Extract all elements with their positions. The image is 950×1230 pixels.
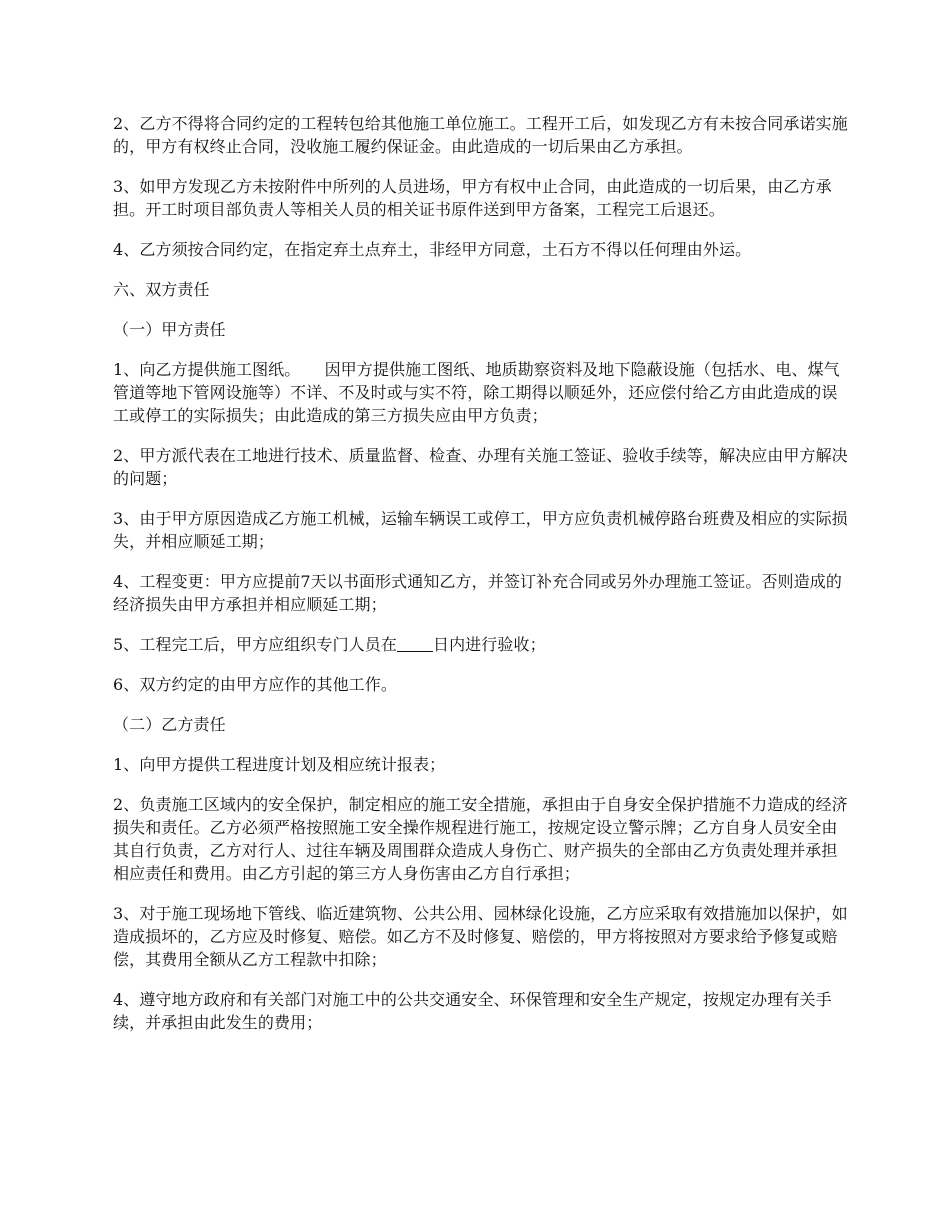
party-a-clause-3: 3、由于甲方原因造成乙方施工机械，运输车辆误工或停工，甲方应负责机械停路台班费及相应的实际损失，并相应顺延工期； bbox=[113, 509, 848, 551]
party-b-clause-3: 3、对于施工现场地下管线、临近建筑物、公共公用、园林绿化设施，乙方应采取有效措施加以保护，如造成损坏的，乙方应及时修复、赔偿。如乙方不及时修复、赔偿的，甲方将按照对方要求给予修复或赔偿，其费用全额从乙方工程款中扣除； bbox=[113, 904, 848, 969]
section-heading-responsibilities: 六、双方责任 bbox=[113, 280, 210, 299]
party-b-clause-2: 2、负责施工区域内的安全保护，制定相应的施工安全措施，承担由于自身安全保护措施不力造成的经济损失和责任。乙方必须严格按照施工安全操作规程进行施工，按规定设立警示牌；乙方自身人员安全由其自行负责，乙方对行人、过往车辆及周围群众造成人身伤亡、财产损失的全部由乙方负责处理并承担相应责任和费用。由乙方引起的第三方人身伤害由乙方自行承担； bbox=[113, 795, 848, 883]
subsection-heading-party-a: （一）甲方责任 bbox=[113, 320, 226, 339]
party-a-clause-2: 2、甲方派代表在工地进行技术、质量监督、检查、办理有关施工签证、验收手续等，解决应由甲方解决的问题； bbox=[113, 446, 848, 488]
blank-underline bbox=[397, 635, 433, 652]
clause-4-spoil: 4、乙方须按合同约定，在指定弃土点弃土，非经甲方同意，土石方不得以任何理由外运。 bbox=[113, 240, 752, 259]
document-body bbox=[113, 112, 848, 1051]
party-b-clause-1: 1、向甲方提供工程进度计划及相应统计报表； bbox=[113, 755, 446, 774]
party-b-clause-4: 4、遵守地方政府和有关部门对施工中的公共交通安全、环保管理和安全生产规定，按规定办理有关手续，并承担由此发生的费用； bbox=[113, 990, 832, 1032]
party-a-clause-1: 1、向乙方提供施工图纸。 因甲方提供施工图纸、地质勘察资料及地下隐蔽设施（包括水、电、煤气管道等地下管网设施等）不详、不及时或与实不符，除工期得以顺延外，还应偿付给乙方由此造成的误工或停工的实际损失；由此造成的第三方损失应由甲方负责； bbox=[113, 360, 840, 425]
clause-2-subcontract: 2、乙方不得将合同约定的工程转包给其他施工单位施工。工程开工后，如发现乙方有未按合同承诺实施的，甲方有权终止合同，没收施工履约保证金。由此造成的一切后果由乙方承担。 bbox=[113, 114, 848, 156]
party-a-clause-5-text: 5、工程完工后，甲方应组织专门人员在 bbox=[113, 635, 397, 654]
party-a-clause-6: 6、双方约定的由甲方应作的其他工作。 bbox=[113, 675, 397, 694]
clause-3-personnel: 3、如甲方发现乙方未按附件中所列的人员进场，甲方有权中止合同，由此造成的一切后果，由乙方承担。开工时项目部负责人等相关人员的相关证书原件送到甲方备案，工程完工后退还。 bbox=[113, 177, 832, 219]
subsection-heading-party-b: （二）乙方责任 bbox=[113, 715, 226, 734]
party-a-clause-5 bbox=[113, 633, 848, 656]
party-a-clause-4: 4、工程变更：甲方应提前7天以书面形式通知乙方，并签订补充合同或另外办理施工签证。否则造成的经济损失由甲方承担并相应顺延工期； bbox=[113, 572, 842, 614]
party-a-clause-5-tail: 日内进行验收； bbox=[432, 635, 546, 654]
